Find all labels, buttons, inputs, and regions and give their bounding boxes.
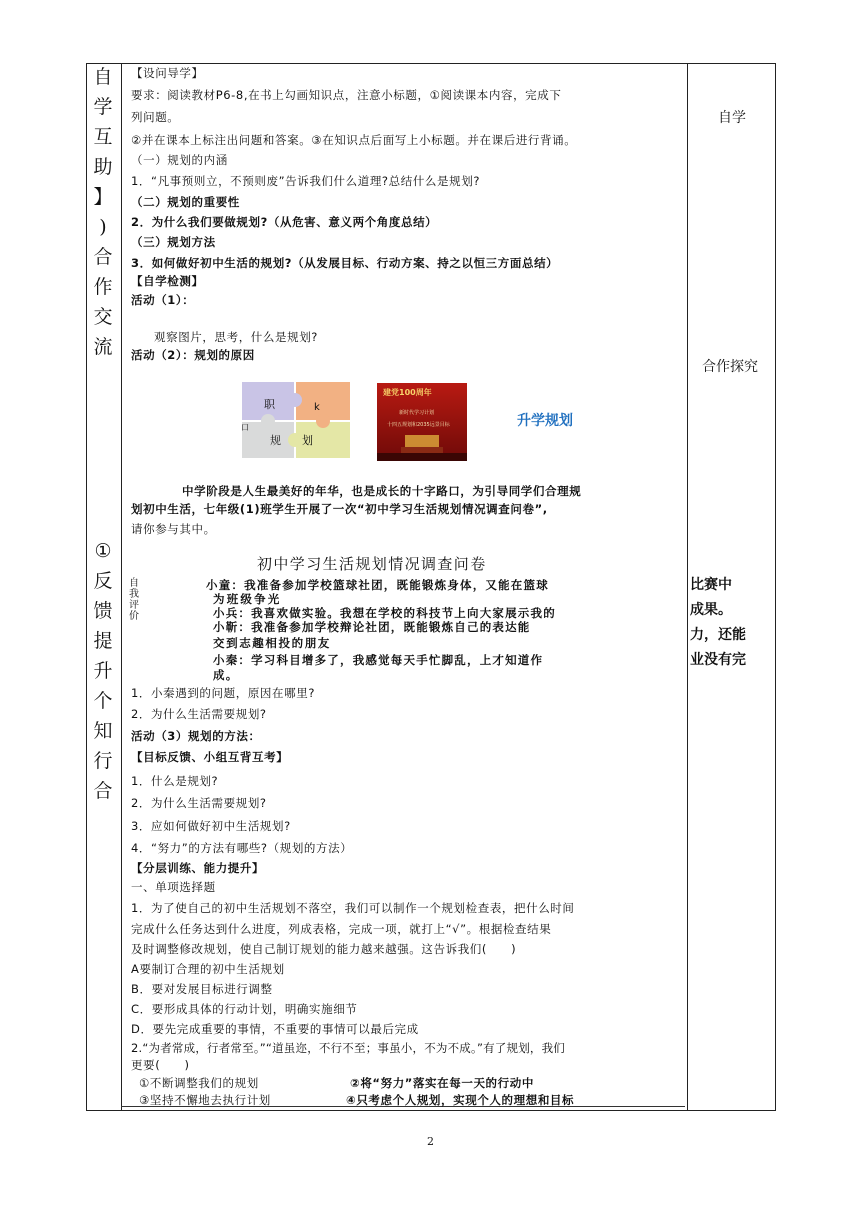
intro-line-3: 请你参与其中。 <box>131 522 216 536</box>
survey-xiaobing: 小兵：我喜欢做实验。我想在学校的科技节上向大家展示我的 <box>213 606 556 620</box>
requirement-line-1: 要求：阅读教材P6-8,在书上勾画知识点，注意小标题，①阅读课本内容，完成下 <box>131 88 562 102</box>
left-bottom-char-9: 合 <box>93 780 113 802</box>
left-bottom-char-6: 个 <box>93 690 113 712</box>
guide-heading: 【设问导学】 <box>131 66 204 80</box>
mc2-line-2: 更要( ) <box>131 1058 190 1072</box>
activity-1-label: 活动（1）： <box>131 293 195 307</box>
left-bottom-char-7: 知 <box>93 720 113 742</box>
activity-3-question-1: 1．小秦遇到的问题，原因在哪里? <box>131 686 316 700</box>
activity-1-text: 观察图片，思考，什么是规划? <box>154 330 319 344</box>
left-label-bottom <box>89 540 117 810</box>
section-single-choice: 一、单项选择题 <box>131 880 216 894</box>
activity-2-label: 活动（2）：规划的原因 <box>131 348 255 362</box>
requirement-line-2: 列问题。 <box>131 110 180 124</box>
feedback-question-4: 4．“努力”的方法有哪些?（规划的方法） <box>131 841 353 855</box>
survey-xiaojin-2: 交到志趣相投的朋友 <box>213 636 331 650</box>
mc2-line-1: 2.“为者常成，行者常至。”“道虽迩，不行不至；事虽小，不为不成。”有了规划，我们 <box>131 1041 565 1055</box>
question-3: 3．如何做好初中生活的规划?（从发展目标、行动方案、持之以恒三方面总结） <box>131 256 559 270</box>
intro-line-2: 划初中生活，七年级(1)班学生开展了一次“初中学习生活规划情况调查问卷”, <box>131 502 548 516</box>
right-overflow-4: 业没有完 <box>690 652 746 668</box>
column-divider-left <box>121 64 122 1110</box>
survey-xiaojin-1: 小靳：我准备参加学校辩论社团，既能锻炼自己的表达能 <box>213 620 531 634</box>
right-label-cooperation: 合作探究 <box>702 359 758 375</box>
survey-xiaoqin-2: 成。 <box>213 668 239 682</box>
feedback-question-1: 1．什么是规划? <box>131 774 219 788</box>
left-label-top <box>89 66 117 366</box>
mc2-option-2: ②将“努力”落实在每一天的行动中 <box>350 1076 534 1090</box>
survey-xiaotong-2: 为班级争光 <box>213 592 282 606</box>
puzzle-char-1: 职 <box>264 398 275 411</box>
self-check-heading: 【自学检测】 <box>131 274 204 288</box>
mc2-option-3: ③坚持不懈地去执行计划 <box>139 1093 271 1107</box>
mc2-option-4: ④只考虑个人规划，实现个人的理想和目标 <box>346 1093 575 1107</box>
right-label-self-study: 自学 <box>718 110 746 126</box>
section-3-title: （三）规划方法 <box>131 235 216 249</box>
training-heading: 【分层训练、能力提升】 <box>131 861 265 875</box>
poster-subtitle-1: 新时代学习计划 <box>399 410 435 416</box>
feedback-heading: 【目标反馈、小组互背互考】 <box>131 750 289 764</box>
left-top-char-9: 交 <box>93 306 113 328</box>
left-bottom-char-1: ① <box>94 540 112 562</box>
left-top-char-10: 流 <box>93 336 113 358</box>
feedback-question-2: 2．为什么生活需要规划? <box>131 796 267 810</box>
mc1-line-1: 1．为了使自己的初中生活规划不落空，我们可以制作一个规划检查表，把什么时间 <box>131 901 575 915</box>
self-eval-char-1: 自 <box>129 578 139 589</box>
survey-title: 初中学习生活规划情况调查问卷 <box>257 555 487 573</box>
left-top-char-5: 】 <box>93 186 113 208</box>
puzzle-char-3: 规 <box>270 434 281 447</box>
puzzle-char-5: 口 <box>241 423 249 432</box>
left-bottom-char-5: 升 <box>93 660 113 682</box>
left-top-char-6: ) <box>99 216 107 238</box>
self-eval-char-3: 评 <box>129 600 139 611</box>
intro-line-1: 中学阶段是人生最美好的年华，也是成长的十字路口，为引导同学们合理规 <box>182 484 582 498</box>
requirement-line-3: ②并在课本上标注出问题和答案。③在知识点后面写上小标题。并在课后进行背诵。 <box>131 133 577 147</box>
mc1-line-3: 及时调整修改规划，使自己制订规划的能力越来越强。这告诉我们( ) <box>131 942 517 956</box>
right-overflow-2: 成果。 <box>690 602 732 618</box>
left-top-char-2: 学 <box>93 96 113 118</box>
self-eval-char-4: 价 <box>129 611 139 622</box>
party-poster-image <box>377 383 467 461</box>
question-2: 2．为什么我们要做规划?（从危害、意义两个角度总结） <box>131 215 438 229</box>
left-top-char-8: 作 <box>93 276 113 298</box>
mc1-option-b: B．要对发展目标进行调整 <box>131 982 273 996</box>
left-bottom-char-3: 馈 <box>93 600 113 622</box>
mc1-option-c: C．要形成具体的行动计划，明确实施细节 <box>131 1002 358 1016</box>
page-number: 2 <box>427 1135 434 1148</box>
puzzle-char-4: 划 <box>302 434 313 447</box>
right-overflow-3: 力，还能 <box>690 627 746 643</box>
image-caption: 升学规划 <box>517 413 573 429</box>
left-bottom-char-2: 反 <box>93 570 113 592</box>
self-evaluation-label <box>129 578 141 622</box>
left-top-char-1: 自 <box>93 66 113 88</box>
column-divider-right <box>687 64 688 1110</box>
mc1-line-2: 完成什么任务达到什么进度，列成表格，完成一项，就打上“√”。根据检查结果 <box>131 922 552 936</box>
mc1-option-a: A要制订合理的初中生活规划 <box>131 962 285 976</box>
poster-title: 建党100周年 <box>383 388 432 397</box>
right-overflow-1: 比赛中 <box>690 577 732 593</box>
poster-subtitle-2: 十四五规划和2035远景目标 <box>387 422 450 428</box>
left-top-char-4: 助 <box>93 156 113 178</box>
activity-3-label: 活动（3）规划的方法： <box>131 729 261 743</box>
puzzle-char-2: k <box>314 402 320 413</box>
left-bottom-char-4: 提 <box>93 630 113 652</box>
self-eval-char-2: 我 <box>129 589 139 600</box>
survey-xiaoqin-1: 小秦：学习科目增多了，我感觉每天手忙脚乱，上才知道作 <box>213 653 544 667</box>
activity-3-question-2: 2．为什么生活需要规划? <box>131 707 267 721</box>
section-2-title: （二）规划的重要性 <box>131 195 240 209</box>
left-top-char-3: 互 <box>93 126 113 148</box>
left-bottom-char-8: 行 <box>93 750 113 772</box>
question-1: 1．“凡事预则立，不预则废”告诉我们什么道理?总结什么是规划? <box>131 174 481 188</box>
mc1-option-d: D．要先完成重要的事情，不重要的事情可以最后完成 <box>131 1022 419 1036</box>
mc2-option-1: ①不断调整我们的规划 <box>139 1076 259 1090</box>
left-top-char-7: 合 <box>93 246 113 268</box>
puzzle-image <box>238 380 354 460</box>
section-1-title: （一）规划的内涵 <box>131 153 228 167</box>
feedback-question-3: 3．应如何做好初中生活规划? <box>131 819 291 833</box>
survey-xiaotong-1: 小童：我准备参加学校篮球社团，既能锻炼身体，又能在篮球 <box>206 578 549 592</box>
